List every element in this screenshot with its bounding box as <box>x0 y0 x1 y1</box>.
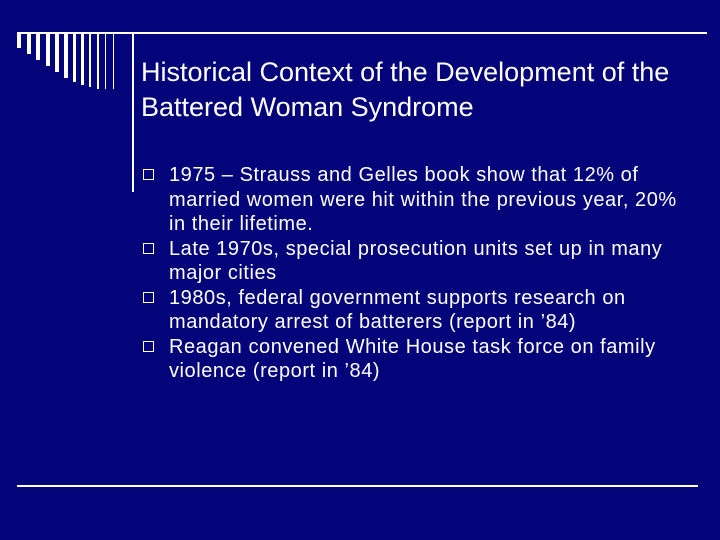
bullet-item <box>141 237 686 286</box>
bullet-item <box>141 335 686 384</box>
slide-title: Historical Context of the Development of the Battered Woman Syndrome <box>141 57 670 122</box>
hollow-square-icon <box>143 243 154 254</box>
hollow-square-icon <box>143 341 154 352</box>
bullet-text: 1980s, federal government supports research on mandatory arrest of batterers (report in ’84) <box>169 286 626 333</box>
hollow-square-icon <box>143 169 154 180</box>
left-rule <box>132 32 134 192</box>
bullet-text: 1975 – Strauss and Gelles book show that 12% of married women were hit within the previous year, 20% in their lifetime. <box>169 164 677 235</box>
bullet-list <box>141 163 686 384</box>
hollow-square-icon <box>143 292 154 303</box>
bullet-text: Late 1970s, special prosecution units set up in many major cities <box>169 237 663 284</box>
bullet-text: Reagan convened White House task force on family violence (report in ’84) <box>169 335 656 382</box>
bottom-rule <box>17 485 698 487</box>
bullet-item <box>141 286 686 335</box>
decorative-bars <box>17 34 132 89</box>
bullet-item <box>141 163 686 237</box>
top-rule <box>17 32 707 34</box>
